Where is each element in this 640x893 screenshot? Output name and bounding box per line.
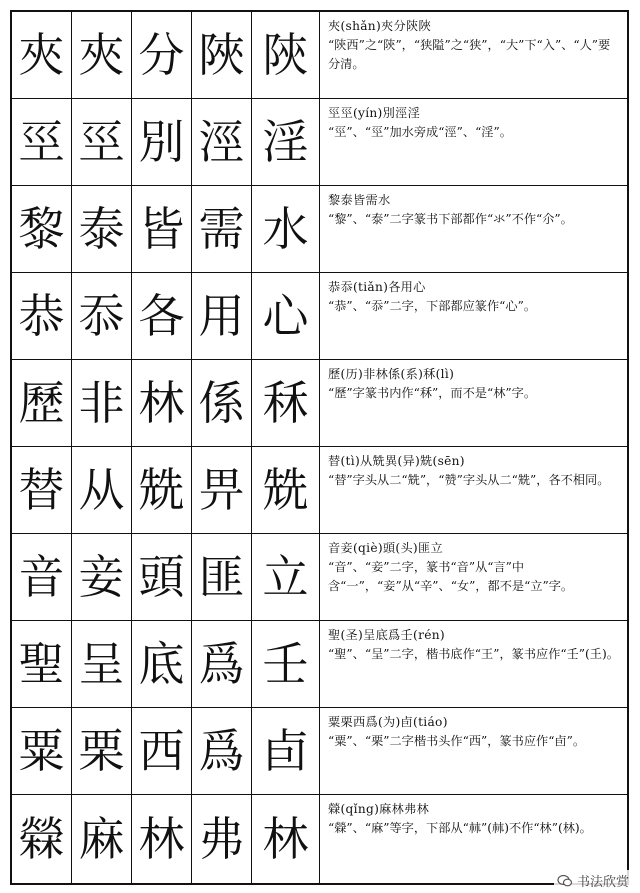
note-text: “巠”、“巠”加水旁成“涇”、“淫”。 bbox=[328, 125, 512, 139]
note-text: “恭”、“忝”二字，下部都应篆作“心”。 bbox=[328, 299, 537, 313]
row-note bbox=[322, 708, 623, 794]
table-row bbox=[12, 12, 627, 99]
seal-glyph: 心 bbox=[252, 273, 320, 359]
table-row bbox=[12, 447, 627, 534]
watermark-text: 书法欣赏 bbox=[576, 875, 629, 890]
seal-glyph: 壬 bbox=[252, 621, 320, 707]
seal-glyph: 別 bbox=[132, 99, 192, 185]
table-row bbox=[12, 99, 627, 186]
seal-glyph: 西 bbox=[132, 708, 192, 794]
seal-glyph: 兟 bbox=[132, 447, 192, 533]
seal-glyph: 非 bbox=[72, 360, 132, 446]
seal-glyph: 陝 bbox=[252, 12, 320, 98]
watermark bbox=[554, 870, 632, 891]
row-note bbox=[322, 12, 623, 98]
seal-glyph: 黎 bbox=[12, 186, 72, 272]
seal-glyph: 巠 bbox=[12, 99, 72, 185]
seal-glyph: 粟 bbox=[12, 708, 72, 794]
seal-glyph: 替 bbox=[12, 447, 72, 533]
seal-glyph: 爲 bbox=[192, 621, 252, 707]
seal-glyph: 陜 bbox=[192, 12, 252, 98]
note-text: “替”字头从二“兟”，“赞”字头从二“兟”，各不相同。 bbox=[328, 473, 610, 487]
seal-glyph: 从 bbox=[72, 447, 132, 533]
seal-glyph: 呈 bbox=[72, 621, 132, 707]
seal-glyph: 栗 bbox=[72, 708, 132, 794]
seal-glyph: 夾 bbox=[72, 12, 132, 98]
seal-glyph: 皆 bbox=[132, 186, 192, 272]
table-row bbox=[12, 534, 627, 621]
note-heading: 巠巠(yín)別涇淫 bbox=[328, 106, 421, 120]
table-row bbox=[12, 708, 627, 795]
note-heading: 夾(shǎn)夾分陝陜 bbox=[328, 19, 431, 33]
seal-glyph: 立 bbox=[252, 534, 320, 620]
note-heading: 恭忝(tiǎn)各用心 bbox=[328, 280, 426, 294]
table-row bbox=[12, 273, 627, 360]
seal-glyph: 夾 bbox=[12, 12, 72, 98]
seal-glyph: 水 bbox=[252, 186, 320, 272]
note-text: “黎”、“泰”二字篆书下部都作“氺”不作“尒”。 bbox=[328, 212, 573, 226]
seal-glyph: 林 bbox=[132, 360, 192, 446]
seal-glyph: 畀 bbox=[192, 447, 252, 533]
note-heading: 歷(历)非林係(系)秝(lì) bbox=[328, 367, 455, 381]
row-note bbox=[322, 186, 623, 272]
note-heading: 粟栗西爲(为)卣(tiáo) bbox=[328, 715, 448, 729]
seal-glyph: 係 bbox=[192, 360, 252, 446]
table-row bbox=[12, 186, 627, 273]
row-note bbox=[322, 99, 623, 185]
seal-glyph: 妾 bbox=[72, 534, 132, 620]
seal-glyph: 淫 bbox=[252, 99, 320, 185]
seal-glyph: 底 bbox=[132, 621, 192, 707]
seal-glyph: 林 bbox=[252, 795, 320, 883]
seal-glyph: 需 bbox=[192, 186, 252, 272]
chat-bubble-icon bbox=[557, 873, 573, 889]
row-note bbox=[322, 360, 623, 446]
seal-glyph: 秝 bbox=[252, 360, 320, 446]
row-note bbox=[322, 534, 623, 620]
seal-glyph: 匪 bbox=[192, 534, 252, 620]
note-text: “陝西”之“陝”，“狭隘”之“狭”，“大”下“入”、“人”要分清。 bbox=[328, 38, 611, 71]
seal-glyph: 聖 bbox=[12, 621, 72, 707]
seal-glyph: 兟 bbox=[252, 447, 320, 533]
note-heading: 黎泰皆需水 bbox=[328, 193, 391, 207]
row-note bbox=[322, 447, 623, 533]
row-note bbox=[322, 621, 623, 707]
seal-glyph: 歷 bbox=[12, 360, 72, 446]
note-text: “歷”字篆书内作“秝”，而不是“林”字。 bbox=[328, 386, 537, 400]
seal-glyph: 用 bbox=[192, 273, 252, 359]
note-text: “粟”、“栗”二字楷书头作“西”，篆书应作“卣”。 bbox=[328, 734, 586, 748]
seal-glyph: 弗 bbox=[192, 795, 252, 883]
note-heading: 音妾(qiè)頭(头)匪立 bbox=[328, 541, 443, 555]
table-row bbox=[12, 621, 627, 708]
note-heading: 替(tì)从兟異(异)兟(sēn) bbox=[328, 454, 465, 468]
note-heading: 檾(qǐng)麻林弗林 bbox=[328, 802, 430, 816]
seal-glyph: 音 bbox=[12, 534, 72, 620]
seal-glyph: 爲 bbox=[192, 708, 252, 794]
seal-glyph: 各 bbox=[132, 273, 192, 359]
seal-glyph: 林 bbox=[132, 795, 192, 883]
note-text: “檾”、“麻”等字，下部从“𣏟”(𣏟)不作“林”(林)。 bbox=[328, 821, 592, 835]
table-row bbox=[12, 795, 627, 883]
seal-glyph: 泰 bbox=[72, 186, 132, 272]
row-note bbox=[322, 273, 623, 359]
note-heading: 聖(圣)呈底爲壬(rén) bbox=[328, 628, 445, 642]
note-text: “音”、“妾”二字，篆书“音”从“言”中含“一”，“妾”从“辛”、“女”，都不是“立”字。 bbox=[328, 560, 574, 593]
seal-glyph: 巠 bbox=[72, 99, 132, 185]
seal-glyph: 頭 bbox=[132, 534, 192, 620]
seal-glyph: 忝 bbox=[72, 273, 132, 359]
note-text: “聖”、“呈”二字，楷书底作“王”，篆书应作“壬”(𡈼)。 bbox=[328, 647, 619, 661]
seal-glyph: 涇 bbox=[192, 99, 252, 185]
seal-glyph: 檾 bbox=[12, 795, 72, 883]
seal-glyph: 麻 bbox=[72, 795, 132, 883]
table-row bbox=[12, 360, 627, 447]
seal-glyph: 卣 bbox=[252, 708, 320, 794]
seal-glyph: 恭 bbox=[12, 273, 72, 359]
seal-glyph: 分 bbox=[132, 12, 192, 98]
calligraphy-table bbox=[10, 10, 629, 885]
